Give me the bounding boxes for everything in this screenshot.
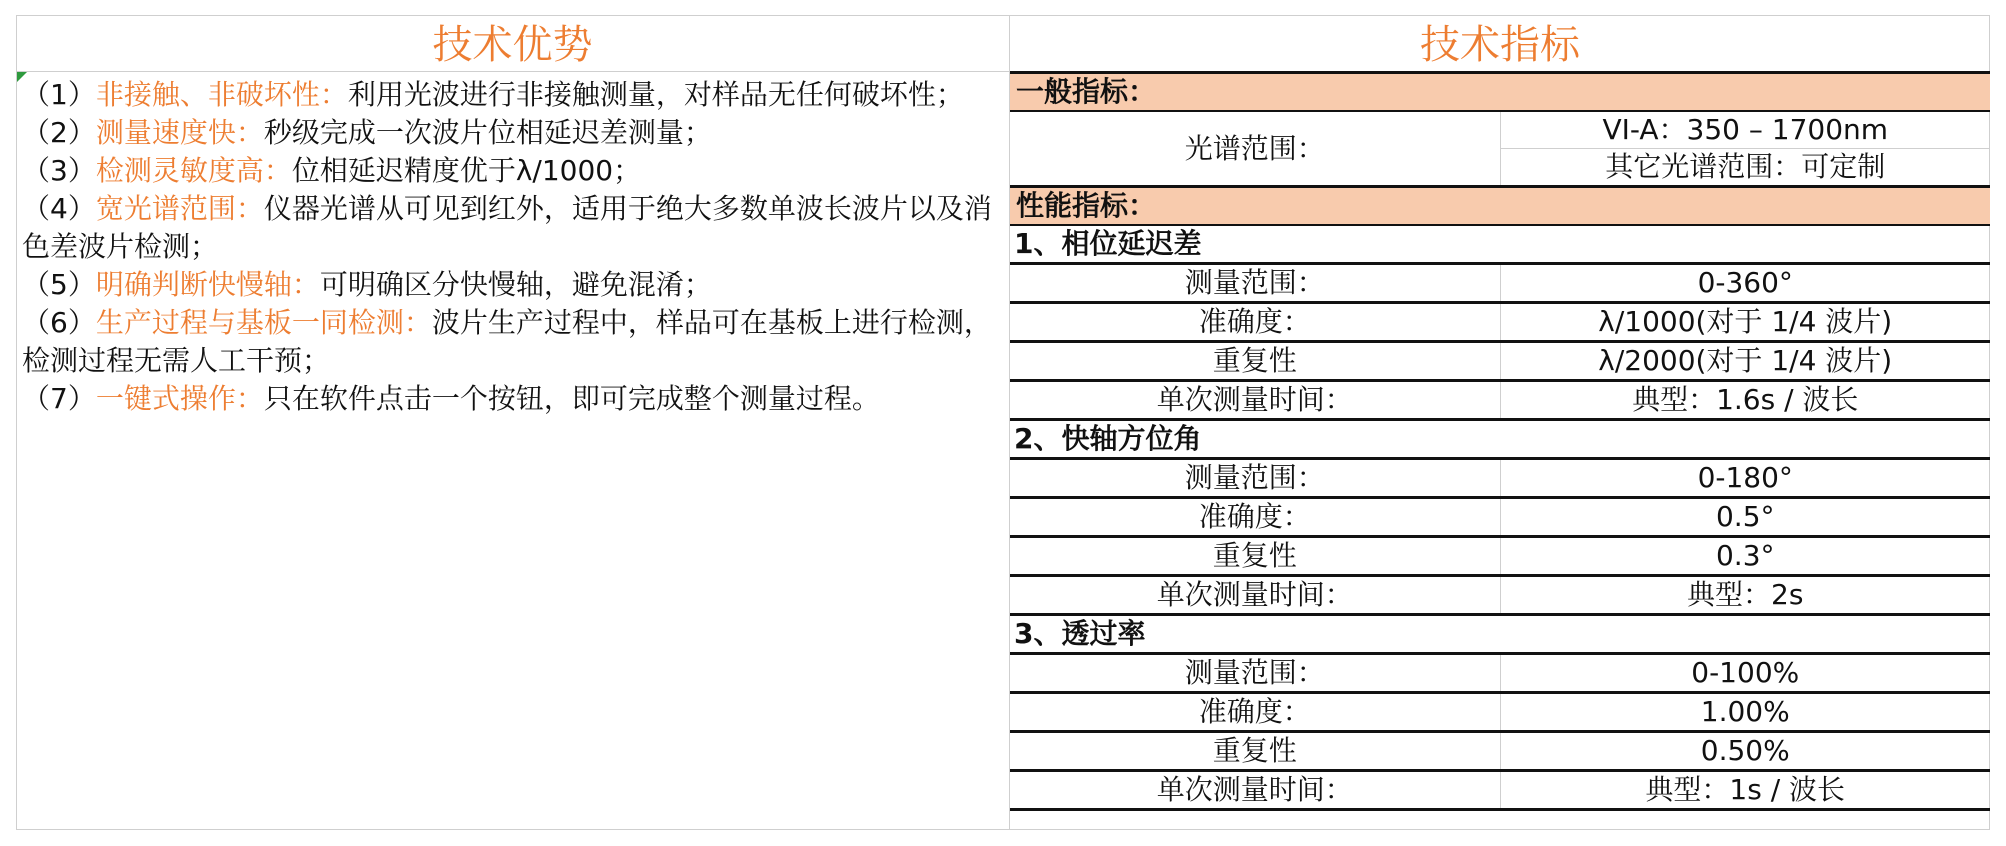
spec-value: 典型：1.6s / 波长 [1500,381,1990,420]
group-title: 1、相位延迟差 [1010,225,1990,264]
advantage-number: （7） [22,382,96,415]
spec-value: 0.5° [1500,498,1990,537]
advantage-item-3 [22,152,1001,190]
spec-value: 0-180° [1500,459,1990,498]
advantage-text: 只在软件点击一个按钮，即可完成整个测量过程。 [263,382,880,415]
spec-value: 0.3° [1500,537,1990,576]
advantages-panel [16,15,1010,830]
performance-section-row [1010,187,1990,226]
group-row-fast-axis [1010,420,1990,459]
spec-label: 单次测量时间： [1010,771,1500,810]
spectrum-value: VI-A：350 – 1700nm [1500,111,1990,149]
spectrum-row [1010,111,1990,149]
advantage-text: 利用光波进行非接触测量，对样品无任何破坏性； [347,78,964,111]
spec-row [1010,693,1990,732]
spec-row [1010,264,1990,303]
specifications-table [1010,71,1990,811]
spec-value: 1.00% [1500,693,1990,732]
spec-value: 0.50% [1500,732,1990,771]
advantage-number: （5） [22,268,96,301]
advantage-number: （1） [22,78,96,111]
spec-label: 准确度： [1010,498,1500,537]
spectrum-value: 其它光谱范围：可定制 [1500,149,1990,187]
spec-value: λ/1000(对于 1/4 波片) [1500,303,1990,342]
advantage-text: 秒级完成一次波片位相延迟差测量； [263,116,712,149]
advantage-item-6 [22,304,1001,380]
advantage-keyword: 明确判断快慢轴： [95,268,320,301]
advantage-text: 仪器光谱从可见到红外，适用于绝大多数单波长波片以及消色差波片检测； [22,192,992,263]
advantage-number: （2） [22,116,96,149]
advantage-keyword: 一键式操作： [95,382,264,415]
spec-row [1010,537,1990,576]
advantages-title: 技术优势 [16,15,1009,72]
advantage-text: 波片生产过程中，样品可在基板上进行检测，检测过程无需人工干预； [22,306,992,377]
spec-label: 准确度： [1010,693,1500,732]
spec-value: 典型：1s / 波长 [1500,771,1990,810]
spec-value: λ/2000(对于 1/4 波片) [1500,342,1990,381]
spec-label: 测量范围： [1010,459,1500,498]
spec-row [1010,342,1990,381]
spec-label: 测量范围： [1010,654,1500,693]
performance-section-header: 性能指标： [1010,187,1990,226]
spec-label: 重复性 [1010,342,1500,381]
advantage-number: （3） [22,154,96,187]
advantage-item-4 [22,190,1001,266]
spec-row [1010,654,1990,693]
specifications-title: 技术指标 [1420,22,1580,68]
general-section-header: 一般指标： [1010,73,1990,112]
spec-label: 重复性 [1010,732,1500,771]
spec-row [1010,732,1990,771]
advantage-keyword: 生产过程与基板一同检测： [95,306,432,339]
group-row-transmittance [1010,615,1990,654]
spec-value: 0-360° [1500,264,1990,303]
advantage-keyword: 非接触、非破坏性： [95,78,348,111]
advantage-number: （6） [22,306,96,339]
spec-label: 重复性 [1010,537,1500,576]
advantage-item-5 [22,266,1001,304]
advantage-item-7 [22,380,1001,418]
advantage-keyword: 检测灵敏度高： [95,154,292,187]
advantages-list [16,72,1009,418]
spec-row [1010,303,1990,342]
spectrum-label: 光谱范围： [1010,111,1500,187]
group-title: 3、透过率 [1010,615,1990,654]
spec-label: 准确度： [1010,303,1500,342]
advantage-text: 可明确区分快慢轴，避免混淆； [319,268,712,301]
cell-comment-marker-icon [17,72,27,82]
spec-label: 单次测量时间： [1010,381,1500,420]
advantage-keyword: 宽光谱范围： [95,192,264,225]
advantage-text: 位相延迟精度优于λ/1000； [291,154,642,187]
spec-row [1010,498,1990,537]
group-row-phase-retardation [1010,225,1990,264]
specifications-panel [1010,15,1990,830]
advantage-number: （4） [22,192,96,225]
spec-row [1010,771,1990,810]
group-title: 2、快轴方位角 [1010,420,1990,459]
spec-value: 0-100% [1500,654,1990,693]
general-section-row [1010,73,1990,112]
advantage-item-2 [22,114,1001,152]
advantage-keyword: 测量速度快： [95,116,264,149]
advantage-item-1 [22,76,1001,114]
spec-row [1010,459,1990,498]
spec-label: 测量范围： [1010,264,1500,303]
spec-row [1010,381,1990,420]
spec-row [1010,576,1990,615]
spec-label: 单次测量时间： [1010,576,1500,615]
spec-value: 典型：2s [1500,576,1990,615]
